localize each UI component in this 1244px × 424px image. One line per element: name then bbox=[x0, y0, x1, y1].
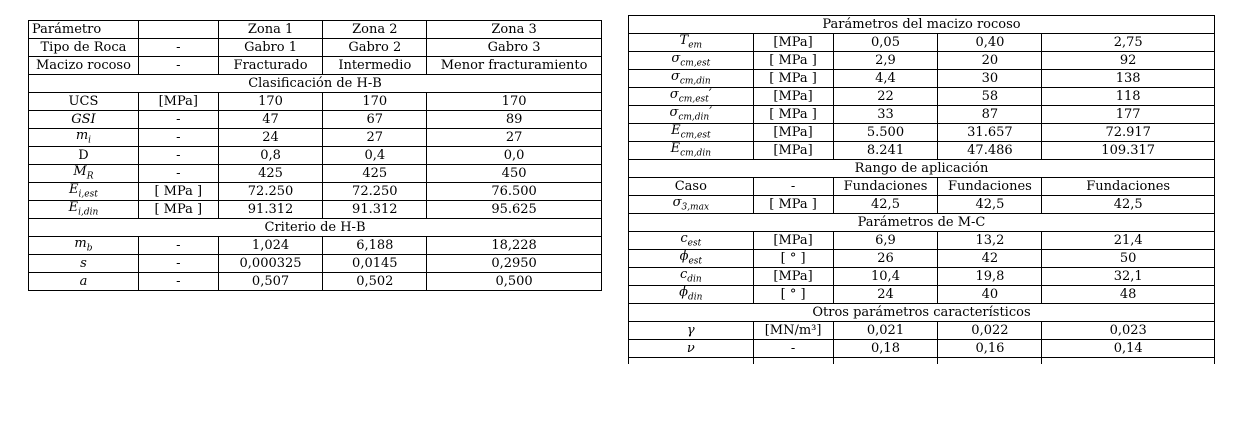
symbol-subscript: cm,est bbox=[678, 94, 709, 105]
zone-3-value: 170 bbox=[427, 93, 602, 111]
zone-3-value: 76.500 bbox=[427, 183, 602, 201]
section-criterio-hb: Criterio de H-B bbox=[29, 219, 602, 237]
parameter-symbol bbox=[671, 51, 711, 69]
zone-3-value: 27 bbox=[427, 129, 602, 147]
parameter-symbol bbox=[687, 323, 695, 338]
unit-cell: - bbox=[753, 178, 833, 196]
section-parametros-macizo-row bbox=[629, 16, 1215, 34]
zone-2-value: 91.312 bbox=[323, 201, 427, 219]
parameter-symbol bbox=[669, 105, 713, 123]
zone-3-value: 138 bbox=[1042, 70, 1215, 88]
zone-2-value: Fundaciones bbox=[938, 178, 1042, 196]
section-otros-parametros: Otros parámetros característicos bbox=[629, 304, 1215, 322]
zone-3-value: Fundaciones bbox=[1042, 178, 1215, 196]
section-clasificacion-hb-row bbox=[29, 75, 602, 93]
symbol-subscript: em bbox=[688, 40, 703, 51]
cut-cell bbox=[833, 358, 938, 365]
symbol-base: M bbox=[73, 164, 87, 180]
symbol-base: ϕ bbox=[679, 285, 689, 301]
zone-1-value: 42,5 bbox=[833, 196, 938, 214]
zone-2-value: 19,8 bbox=[938, 268, 1042, 286]
unit-cell: [MPa] bbox=[753, 232, 833, 250]
parameter-cell bbox=[29, 183, 139, 201]
symbol-base: c bbox=[680, 231, 688, 247]
zone-2-value: 0,40 bbox=[938, 34, 1042, 52]
parameter-cell: UCS bbox=[29, 93, 139, 111]
zone-3-value: 32,1 bbox=[1042, 268, 1215, 286]
symbol-base: σ bbox=[669, 87, 679, 103]
table-row bbox=[29, 165, 602, 183]
parameter-cell bbox=[629, 124, 754, 142]
parameter-symbol bbox=[687, 341, 695, 356]
unit-cell: [MPa] bbox=[753, 34, 833, 52]
symbol-base: E bbox=[68, 200, 79, 216]
table-row bbox=[629, 124, 1215, 142]
zone-2-value: 0,502 bbox=[323, 273, 427, 291]
unit-cell: - bbox=[138, 237, 218, 255]
symbol-subscript: i,est bbox=[78, 189, 98, 200]
symbol-base: γ bbox=[686, 323, 695, 338]
zone-3-value: 118 bbox=[1042, 88, 1215, 106]
parameter-symbol bbox=[69, 182, 98, 200]
parameter-cell bbox=[629, 340, 754, 358]
parameter-symbol bbox=[669, 87, 712, 105]
unit-cell: - bbox=[138, 39, 218, 57]
zone-2-value: Intermedio bbox=[323, 57, 427, 75]
parameter-cell: Tipo de Roca bbox=[29, 39, 139, 57]
zone-1-value: 22 bbox=[833, 88, 938, 106]
zone-3-value: 42,5 bbox=[1042, 196, 1215, 214]
parameter-symbol bbox=[80, 274, 88, 289]
zone-2-value: Gabro 2 bbox=[323, 39, 427, 57]
zone-3-value: 0,500 bbox=[427, 273, 602, 291]
symbol-subscript: cm,din bbox=[678, 112, 710, 123]
parameter-cell bbox=[29, 237, 139, 255]
zone-2-value: 0,4 bbox=[323, 147, 427, 165]
symbol-subscript: din bbox=[688, 292, 703, 303]
table-row bbox=[29, 255, 602, 273]
unit-cell: - bbox=[138, 165, 218, 183]
parameter-cell bbox=[629, 322, 754, 340]
table-row bbox=[629, 34, 1215, 52]
zone-1-value: 425 bbox=[218, 165, 323, 183]
symbol-subscript: R bbox=[86, 171, 94, 182]
zone-3-value: 50 bbox=[1042, 250, 1215, 268]
zone-2-value: 58 bbox=[938, 88, 1042, 106]
header-cell: Zona 1 bbox=[218, 21, 323, 39]
zone-1-value: Gabro 1 bbox=[218, 39, 323, 57]
symbol-base: σ bbox=[671, 51, 681, 67]
symbol-base: ϕ bbox=[679, 249, 689, 265]
zone-2-value: 27 bbox=[323, 129, 427, 147]
zone-2-value: 0,16 bbox=[938, 340, 1042, 358]
table-row bbox=[629, 286, 1215, 304]
zone-1-value: 0,000325 bbox=[218, 255, 323, 273]
symbol-subscript: b bbox=[86, 243, 93, 254]
parameter-symbol bbox=[670, 69, 711, 87]
table-row bbox=[29, 129, 602, 147]
zone-1-value: 0,021 bbox=[833, 322, 938, 340]
parameter-symbol bbox=[679, 285, 703, 303]
symbol-base: E bbox=[670, 141, 681, 157]
header-cell: Parámetro bbox=[29, 21, 139, 39]
macizo-rocoso-table bbox=[628, 15, 1215, 364]
zone-2-value: 42,5 bbox=[938, 196, 1042, 214]
symbol-base: c bbox=[679, 267, 688, 283]
zone-1-value: 170 bbox=[218, 93, 323, 111]
parameter-cell bbox=[29, 255, 139, 273]
section-parametros-macizo: Parámetros del macizo rocoso bbox=[629, 16, 1215, 34]
section-rango-aplicacion: Rango de aplicación bbox=[629, 160, 1215, 178]
symbol-base: σ bbox=[670, 69, 680, 85]
zone-2-value: 0,0145 bbox=[323, 255, 427, 273]
parameter-symbol bbox=[74, 236, 93, 254]
table-row bbox=[29, 111, 602, 129]
unit-cell: [MN/m³] bbox=[753, 322, 833, 340]
table-row bbox=[29, 273, 602, 291]
parameter-symbol bbox=[679, 267, 702, 285]
parameter-cell bbox=[29, 273, 139, 291]
unit-cell: - bbox=[138, 147, 218, 165]
zone-2-value: 425 bbox=[323, 165, 427, 183]
parameter-symbol bbox=[80, 256, 87, 271]
symbol-base: σ bbox=[672, 195, 682, 211]
zone-2-value: 13,2 bbox=[938, 232, 1042, 250]
symbol-base: T bbox=[679, 33, 689, 49]
table-cut-row bbox=[629, 358, 1215, 365]
zone-3-value: 0,14 bbox=[1042, 340, 1215, 358]
unit-cell: [ ° ] bbox=[753, 286, 833, 304]
unit-cell: [ MPa ] bbox=[753, 106, 833, 124]
table-row bbox=[29, 183, 602, 201]
zone-3-value: 109.317 bbox=[1042, 142, 1215, 160]
header-row bbox=[29, 21, 602, 39]
zone-2-value: 47.486 bbox=[938, 142, 1042, 160]
parameter-cell: Macizo rocoso bbox=[29, 57, 139, 75]
zone-3-value: 450 bbox=[427, 165, 602, 183]
symbol-prime: ′ bbox=[708, 87, 712, 103]
zone-2-value: 0,022 bbox=[938, 322, 1042, 340]
symbol-base: E bbox=[671, 123, 681, 139]
unit-cell: - bbox=[138, 111, 218, 129]
symbol-base: m bbox=[75, 128, 89, 144]
parameter-cell bbox=[629, 268, 754, 286]
symbol-base: s bbox=[80, 256, 87, 271]
zone-1-value: 0,05 bbox=[833, 34, 938, 52]
table-row bbox=[629, 322, 1215, 340]
zone-1-value: 0,8 bbox=[218, 147, 323, 165]
table-row bbox=[629, 232, 1215, 250]
zone-3-value: 0,023 bbox=[1042, 322, 1215, 340]
table-row bbox=[29, 201, 602, 219]
symbol-base: m bbox=[74, 236, 87, 252]
symbol-subscript: i bbox=[88, 135, 92, 146]
table-row bbox=[29, 57, 602, 75]
symbol-subscript: est bbox=[688, 256, 703, 267]
zone-3-value: 48 bbox=[1042, 286, 1215, 304]
unit-cell: [ MPa ] bbox=[753, 52, 833, 70]
symbol-subscript: est bbox=[687, 238, 702, 249]
parameter-symbol bbox=[672, 195, 710, 213]
zone-1-value: 6,9 bbox=[833, 232, 938, 250]
parameter-cell bbox=[629, 52, 754, 70]
symbol-subscript: cm,est bbox=[680, 130, 711, 141]
unit-cell: - bbox=[138, 273, 218, 291]
header-cell: Zona 3 bbox=[427, 21, 602, 39]
zone-3-value: 177 bbox=[1042, 106, 1215, 124]
parameter-symbol bbox=[671, 123, 711, 141]
parameter-symbol bbox=[679, 33, 703, 51]
zone-2-value: 20 bbox=[938, 52, 1042, 70]
parameter-symbol bbox=[75, 128, 92, 146]
unit-cell: - bbox=[753, 340, 833, 358]
zone-1-value: 8.241 bbox=[833, 142, 938, 160]
zone-2-value: 170 bbox=[323, 93, 427, 111]
parameter-cell bbox=[629, 88, 754, 106]
zone-3-value: 89 bbox=[427, 111, 602, 129]
table-row bbox=[629, 106, 1215, 124]
unit-cell: - bbox=[138, 255, 218, 273]
zone-1-value: 24 bbox=[833, 286, 938, 304]
symbol-subscript: cm,din bbox=[679, 76, 711, 87]
table-row bbox=[629, 250, 1215, 268]
unit-cell: [MPa] bbox=[753, 268, 833, 286]
zone-1-value: 10,4 bbox=[833, 268, 938, 286]
table-row bbox=[629, 70, 1215, 88]
zone-3-value: 2,75 bbox=[1042, 34, 1215, 52]
zone-2-value: 6,188 bbox=[323, 237, 427, 255]
section-rango-aplicacion-row bbox=[629, 160, 1215, 178]
table-row bbox=[629, 142, 1215, 160]
table-row bbox=[629, 268, 1215, 286]
parameter-cell bbox=[29, 129, 139, 147]
zone-1-value: 4,4 bbox=[833, 70, 938, 88]
zone-1-value: 26 bbox=[833, 250, 938, 268]
symbol-base: GSI bbox=[71, 112, 96, 127]
table-row bbox=[29, 147, 602, 165]
zone-1-value: 1,024 bbox=[218, 237, 323, 255]
symbol-subscript: 3,max bbox=[681, 202, 710, 213]
parameter-cell bbox=[629, 70, 754, 88]
table-row bbox=[629, 196, 1215, 214]
symbol-base: E bbox=[69, 182, 79, 198]
zone-3-value: 21,4 bbox=[1042, 232, 1215, 250]
cut-cell bbox=[629, 358, 754, 365]
unit-cell: [ ° ] bbox=[753, 250, 833, 268]
parameter-cell bbox=[29, 111, 139, 129]
zone-2-value: 87 bbox=[938, 106, 1042, 124]
zone-3-value: 0,0 bbox=[427, 147, 602, 165]
parameter-symbol bbox=[680, 231, 702, 249]
symbol-base: ν bbox=[686, 341, 695, 356]
table-row bbox=[29, 39, 602, 57]
parameter-symbol bbox=[670, 141, 711, 159]
zone-3-value: Gabro 3 bbox=[427, 39, 602, 57]
unit-cell: - bbox=[138, 57, 218, 75]
zone-2-value: 31.657 bbox=[938, 124, 1042, 142]
zone-1-value: 24 bbox=[218, 129, 323, 147]
unit-cell: [ MPa ] bbox=[753, 196, 833, 214]
zone-1-value: 5.500 bbox=[833, 124, 938, 142]
zone-1-value: 72.250 bbox=[218, 183, 323, 201]
zone-3-value: 92 bbox=[1042, 52, 1215, 70]
parameter-symbol bbox=[71, 112, 95, 127]
section-clasificacion-hb: Clasificación de H-B bbox=[29, 75, 602, 93]
unit-cell: [ MPa ] bbox=[753, 70, 833, 88]
section-parametros-mc-row bbox=[629, 214, 1215, 232]
zone-3-value: 0,2950 bbox=[427, 255, 602, 273]
parameter-cell bbox=[629, 106, 754, 124]
parameter-symbol bbox=[679, 249, 703, 267]
table-row bbox=[629, 178, 1215, 196]
zone-3-value: 95.625 bbox=[427, 201, 602, 219]
unit-cell: [MPa] bbox=[138, 93, 218, 111]
unit-cell: - bbox=[138, 129, 218, 147]
parameter-cell bbox=[629, 34, 754, 52]
hoek-brown-table bbox=[28, 20, 602, 291]
zone-1-value: 91.312 bbox=[218, 201, 323, 219]
parameter-cell bbox=[629, 232, 754, 250]
zone-1-value: 47 bbox=[218, 111, 323, 129]
zone-3-value: 72.917 bbox=[1042, 124, 1215, 142]
section-otros-parametros-row bbox=[629, 304, 1215, 322]
header-cell: Zona 2 bbox=[323, 21, 427, 39]
symbol-base: σ bbox=[669, 105, 679, 121]
zone-1-value: Fracturado bbox=[218, 57, 323, 75]
table-row bbox=[629, 340, 1215, 358]
symbol-subscript: cm,din bbox=[680, 148, 711, 159]
table-row bbox=[29, 93, 602, 111]
header-cell bbox=[138, 21, 218, 39]
symbol-subscript: i,din bbox=[78, 207, 99, 218]
zone-3-value: Menor fracturamiento bbox=[427, 57, 602, 75]
section-criterio-hb-row bbox=[29, 219, 602, 237]
table-row bbox=[629, 52, 1215, 70]
parameter-cell bbox=[629, 286, 754, 304]
parameter-cell: Caso bbox=[629, 178, 754, 196]
unit-cell: [MPa] bbox=[753, 88, 833, 106]
zone-1-value: 2,9 bbox=[833, 52, 938, 70]
cut-cell bbox=[1042, 358, 1215, 365]
parameter-cell bbox=[629, 196, 754, 214]
parameter-symbol bbox=[68, 200, 99, 218]
zone-2-value: 67 bbox=[323, 111, 427, 129]
section-parametros-mc: Parámetros de M-C bbox=[629, 214, 1215, 232]
zone-1-value: 33 bbox=[833, 106, 938, 124]
unit-cell: [ MPa ] bbox=[138, 183, 218, 201]
unit-cell: [ MPa ] bbox=[138, 201, 218, 219]
zone-2-value: 40 bbox=[938, 286, 1042, 304]
zone-2-value: 30 bbox=[938, 70, 1042, 88]
cut-cell bbox=[938, 358, 1042, 365]
cut-cell bbox=[753, 358, 833, 365]
zone-1-value: 0,18 bbox=[833, 340, 938, 358]
symbol-subscript: cm,est bbox=[680, 58, 711, 69]
zone-2-value: 72.250 bbox=[323, 183, 427, 201]
zone-2-value: 42 bbox=[938, 250, 1042, 268]
parameter-cell bbox=[29, 201, 139, 219]
parameter-symbol bbox=[73, 164, 94, 182]
parameter-cell bbox=[629, 250, 754, 268]
symbol-subscript: din bbox=[687, 274, 702, 285]
table-row bbox=[29, 237, 602, 255]
symbol-prime: ′ bbox=[709, 105, 713, 121]
unit-cell: [MPa] bbox=[753, 124, 833, 142]
parameter-cell bbox=[29, 165, 139, 183]
parameter-cell: D bbox=[29, 147, 139, 165]
unit-cell: [MPa] bbox=[753, 142, 833, 160]
zone-3-value: 18,228 bbox=[427, 237, 602, 255]
parameter-cell bbox=[629, 142, 754, 160]
zone-1-value: Fundaciones bbox=[833, 178, 938, 196]
symbol-base: a bbox=[79, 274, 88, 289]
zone-1-value: 0,507 bbox=[218, 273, 323, 291]
table-row bbox=[629, 88, 1215, 106]
